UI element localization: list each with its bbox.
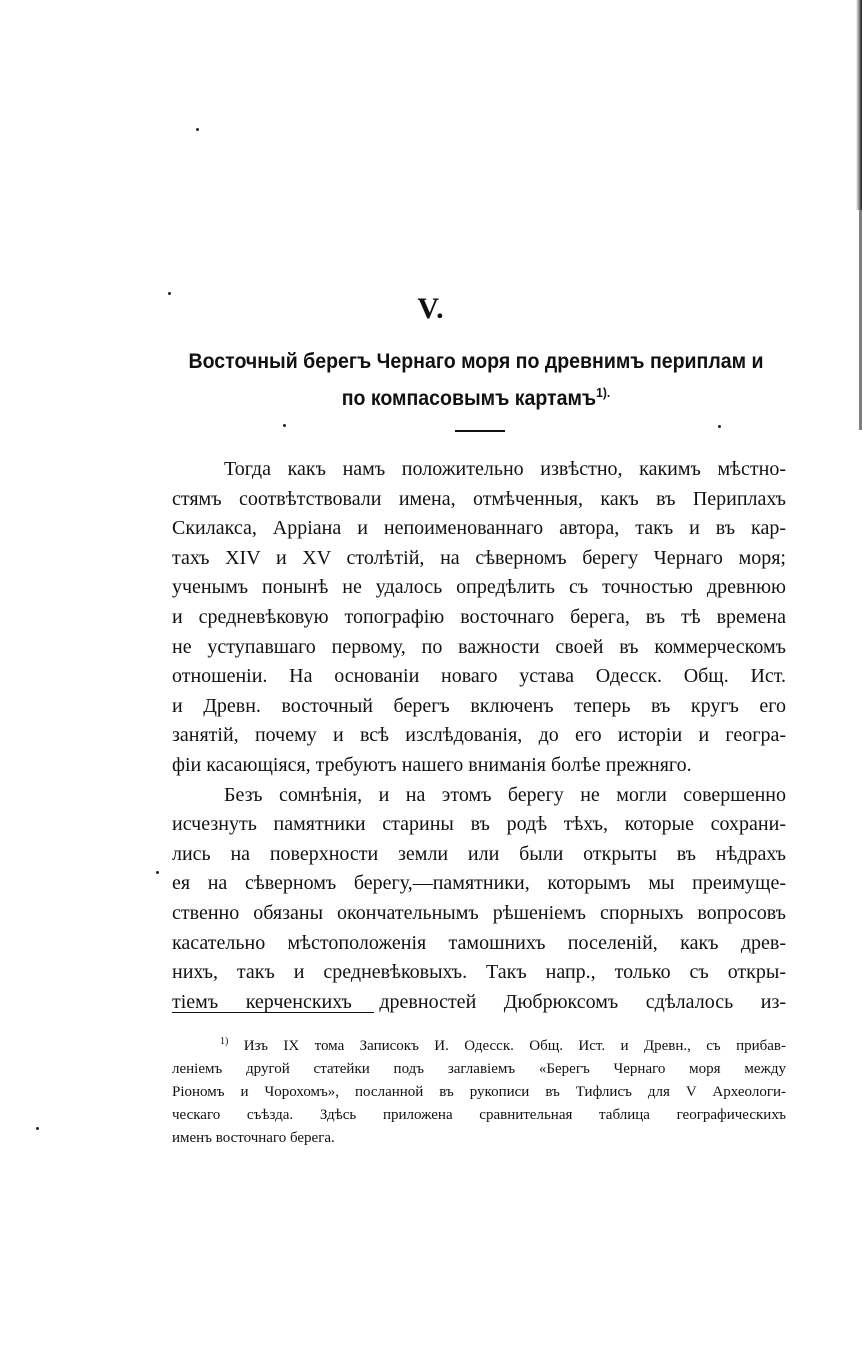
footnote-marker: 1) (220, 1036, 229, 1047)
body-line: Скилакса, Арріана и непоименованнаго автора, такъ и въ кар- (172, 517, 786, 540)
chapter-number: V. (417, 292, 445, 325)
footnote-line: леніемъ другой статейки подъ заглавіемъ «Берегъ Чернаго моря между (172, 1061, 786, 1077)
body-line: отношеніи. На основаніи новаго устава Одесск. Общ. Ист. (172, 665, 786, 688)
body-line: Тогда какъ намъ положительно извѣстно, какимъ мѣстно- (224, 458, 786, 480)
body-line: и Древн. восточный берегъ включенъ теперь въ кругъ его (172, 694, 786, 717)
scan-speck (283, 424, 286, 427)
body-line: Безъ сомнѣнія, и на этомъ берегу не могли совершенно (224, 783, 786, 806)
scan-speck (156, 871, 159, 874)
body-line: тіемъ керченскихъ древностей Дюбрюксомъ сдѣлалось из- (172, 990, 786, 1013)
title-footnote-marker: 1). (596, 385, 611, 400)
title-line-2: по компасовымъ картамъ (341, 387, 597, 410)
scan-speck (36, 1127, 39, 1130)
body-line: ея на сѣверномъ берегу,—памятники, которымъ мы преимуще- (172, 872, 786, 895)
body-line: нихъ, такъ и средневѣковыхъ. Такъ напр., только съ откры- (172, 961, 786, 984)
body-line: и средневѣковую топографію восточнаго берега, въ тѣ времена (172, 605, 786, 628)
chapter-title (182, 346, 770, 414)
body-line: лись на поверхности земли или были открыты въ нѣдрахъ (172, 842, 786, 865)
footnote-line: именъ восточнаго берега. (172, 1130, 335, 1146)
body-line: фіи касающіяся, требуютъ нашего вниманія болѣе прежняго. (172, 753, 692, 776)
body-line: ственно обязаны окончательнымъ рѣшеніемъ спорныхъ вопросовъ (172, 901, 786, 924)
footnote (172, 1030, 786, 1150)
footnote-line: Ріономъ и Чорохомъ», посланной въ рукописи въ Тифлисъ для V Археологи- (172, 1084, 786, 1100)
body-text (172, 455, 786, 1017)
footnote-separator (172, 1012, 374, 1013)
title-divider (455, 430, 505, 432)
footnote-line (172, 1030, 786, 1058)
footnote-line: ческаго съѣзда. Здѣсь приложена сравнительная таблица географическихъ (172, 1107, 786, 1123)
body-line: ученымъ понынѣ не удалось опредѣлить съ точностью древнюю (172, 576, 786, 599)
body-line: тахъ XIV и XV столѣтій, на сѣверномъ берегу Чернаго моря; (172, 546, 786, 569)
title-line-1: Восточный берегъ Чернаго моря по древнимъ периплам и (188, 350, 764, 373)
scan-speck (718, 425, 721, 428)
footnote-line-text: Изъ IX тома Записокъ И. Одесск. Общ. Ист. и Древн., съ прибав- (243, 1038, 786, 1054)
scan-speck (196, 128, 199, 131)
body-line: занятій, почему и всѣ изслѣдованія, до его исторіи и геогра- (172, 724, 786, 747)
body-line: не уступавшаго первому, по важности своей въ коммерческомъ (172, 635, 786, 658)
body-line: стямъ соотвѣтствовали имена, отмѣченныя, какъ въ Периплахъ (172, 487, 786, 510)
body-line: касательно мѣстоположенія тамошнихъ поселеній, какъ древ- (172, 931, 786, 954)
scan-shadow-edge (856, 0, 862, 210)
body-line: исчезнуть памятники старины въ родѣ тѣхъ, которые сохрани- (172, 813, 786, 836)
